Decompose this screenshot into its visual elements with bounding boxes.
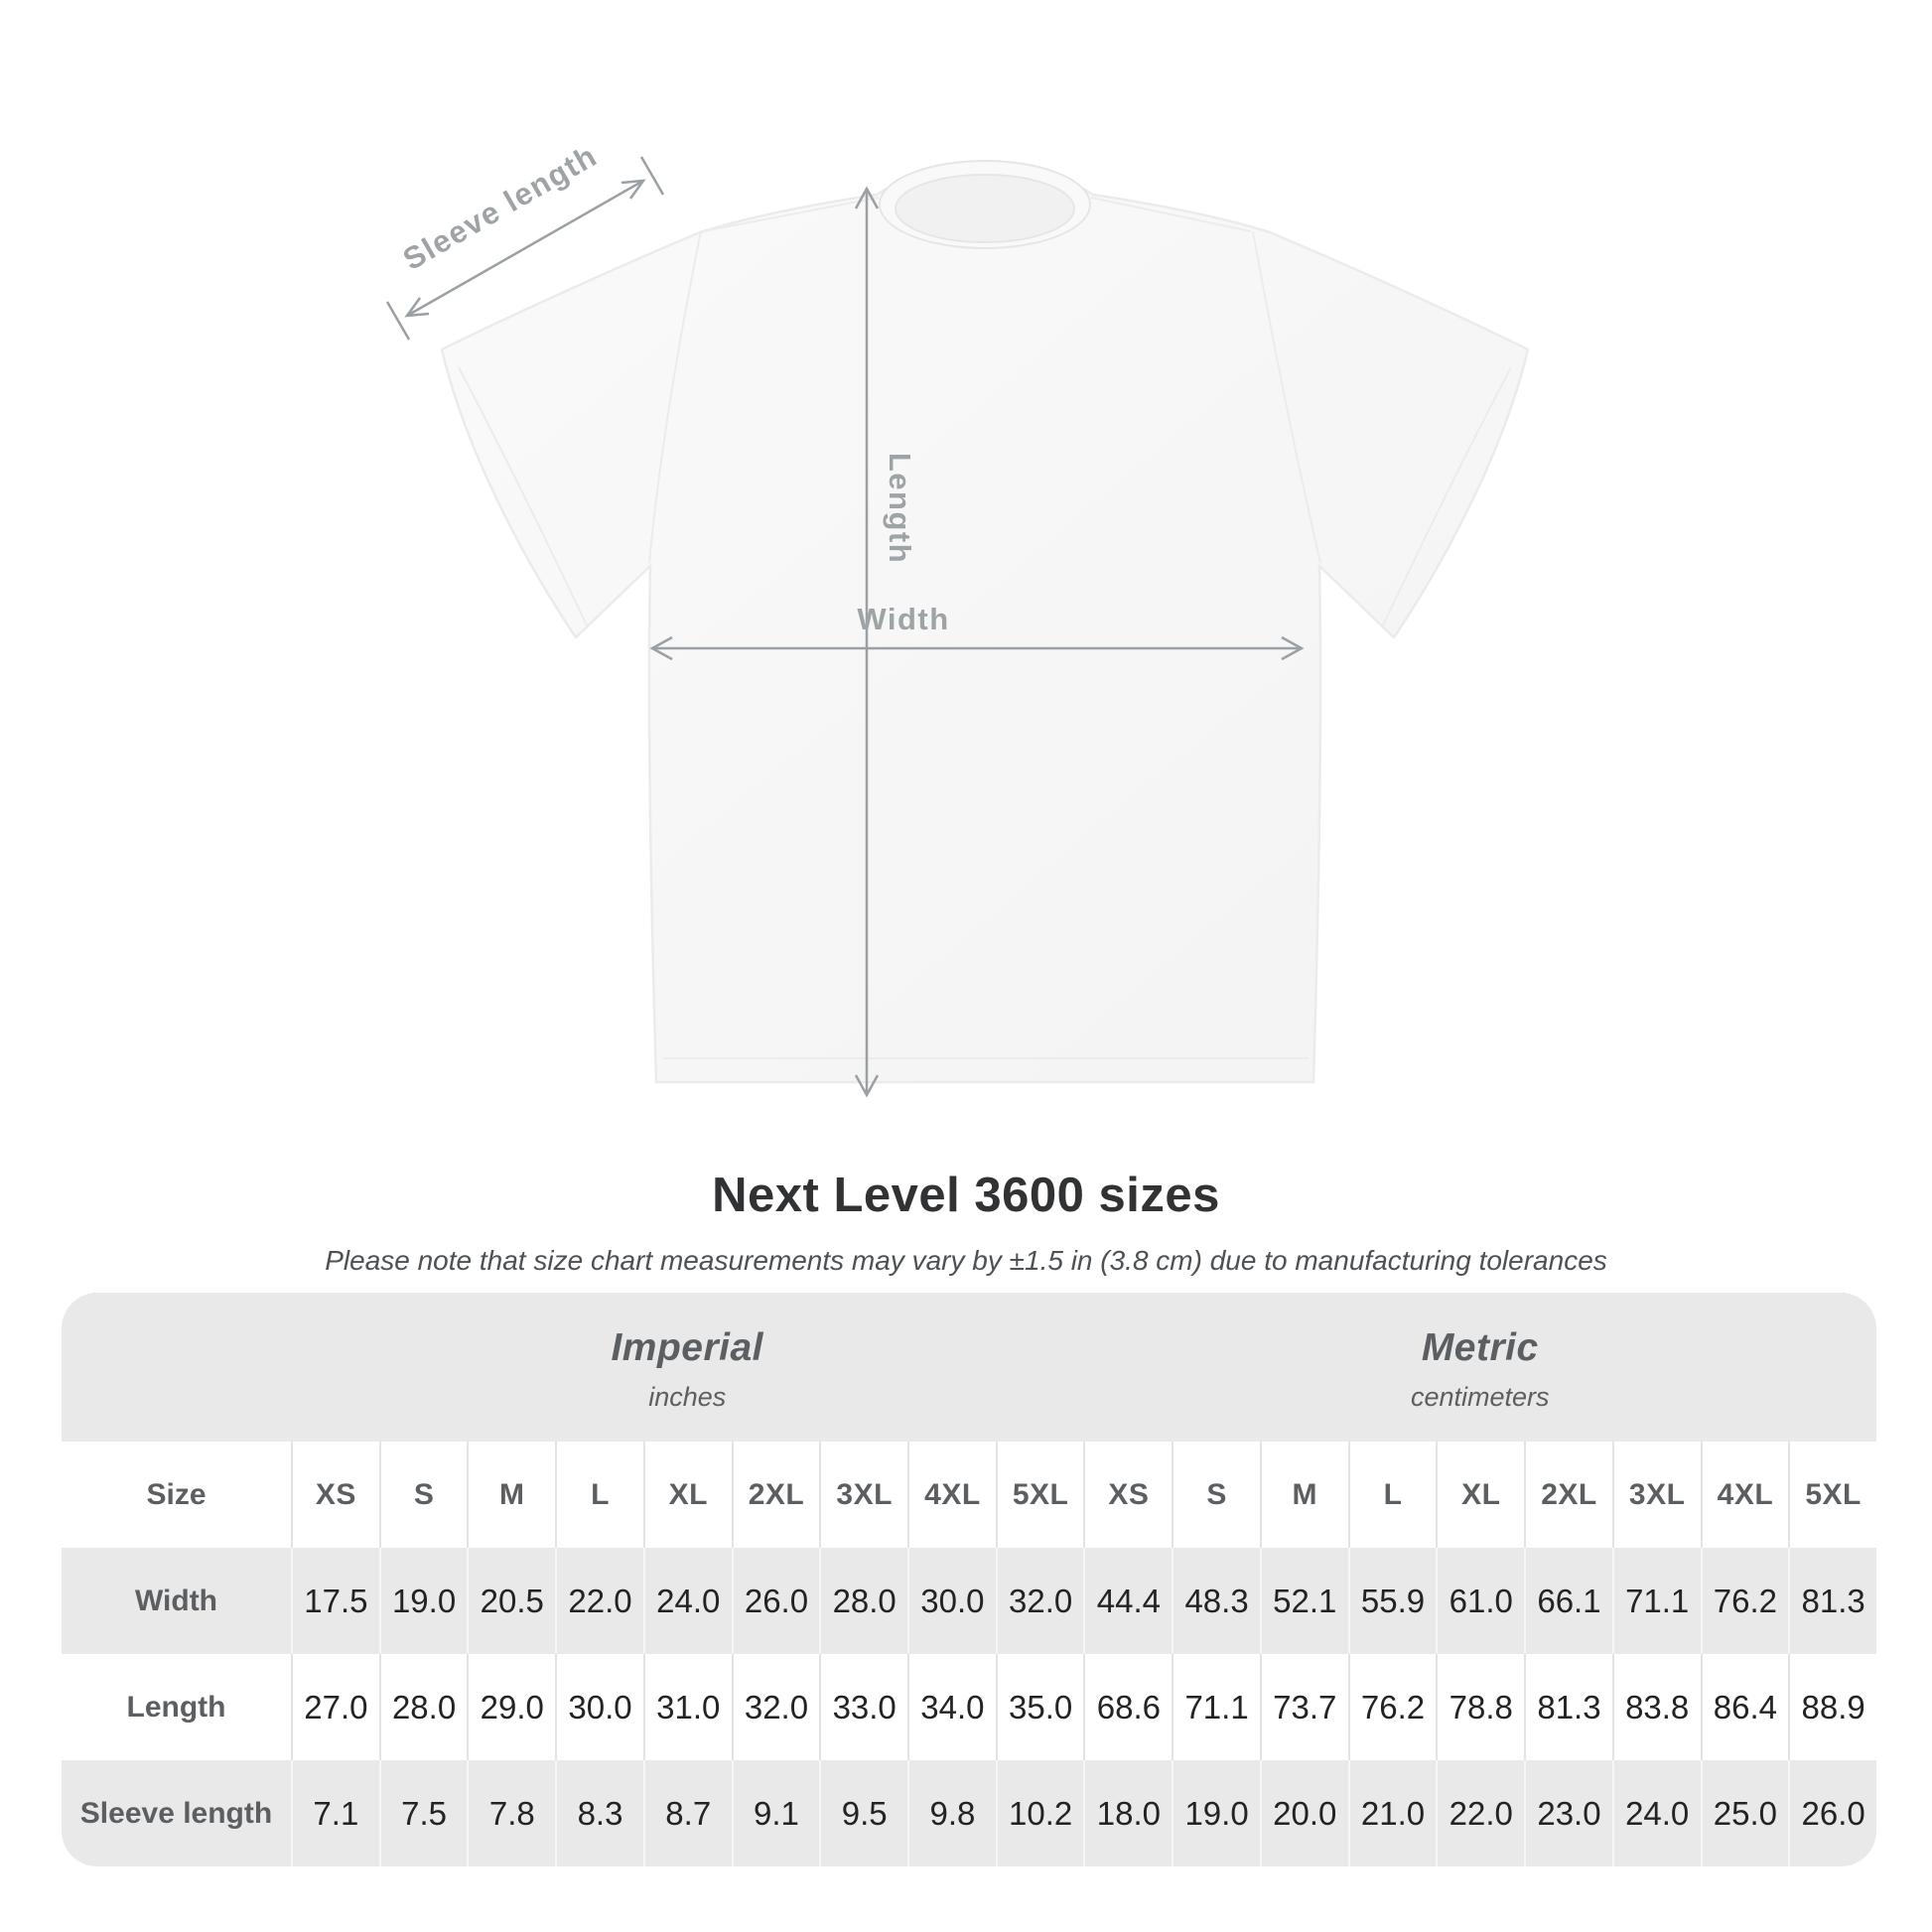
size-cell: 5XL: [1788, 1442, 1876, 1548]
value-cell: 7.8: [467, 1760, 555, 1866]
value-cell: 31.0: [643, 1654, 732, 1760]
value-cell: 17.5: [291, 1548, 379, 1654]
value-cell: 76.2: [1701, 1548, 1789, 1654]
size-cell: M: [1260, 1442, 1348, 1548]
value-cell: 71.1: [1612, 1548, 1701, 1654]
size-cell: 2XL: [1524, 1442, 1612, 1548]
value-cell: 71.1: [1172, 1654, 1260, 1760]
row-sleeve-length: [62, 1760, 1876, 1866]
value-cell: 24.0: [1612, 1760, 1701, 1866]
value-cell: 27.0: [291, 1654, 379, 1760]
value-cell: 24.0: [643, 1548, 732, 1654]
value-cell: 52.1: [1260, 1548, 1348, 1654]
value-cell: 18.0: [1083, 1760, 1172, 1866]
value-cell: 19.0: [379, 1548, 468, 1654]
width-label: Width: [857, 602, 950, 636]
value-cell: 44.4: [1083, 1548, 1172, 1654]
imperial-title: Imperial: [611, 1325, 764, 1369]
value-cell: 61.0: [1436, 1548, 1524, 1654]
value-cell: 28.0: [379, 1654, 468, 1760]
value-cell: 33.0: [819, 1654, 907, 1760]
value-cell: 8.7: [643, 1760, 732, 1866]
value-cell: 26.0: [732, 1548, 820, 1654]
value-cell: 83.8: [1612, 1654, 1701, 1760]
value-cell: 25.0: [1701, 1760, 1789, 1866]
size-cell: L: [555, 1442, 643, 1548]
value-cell: 34.0: [907, 1654, 996, 1760]
value-cell: 81.3: [1788, 1548, 1876, 1654]
size-cell: S: [379, 1442, 468, 1548]
size-cell: XS: [291, 1442, 379, 1548]
metric-title: Metric: [1421, 1325, 1539, 1369]
value-cell: 21.0: [1348, 1760, 1437, 1866]
size-cell: 2XL: [732, 1442, 820, 1548]
size-row-label: Size: [146, 1477, 207, 1511]
size-cell: 4XL: [907, 1442, 996, 1548]
value-cell: 28.0: [819, 1548, 907, 1654]
value-cell: 81.3: [1524, 1654, 1612, 1760]
size-cell: XL: [643, 1442, 732, 1548]
value-cell: 20.5: [467, 1548, 555, 1654]
value-cell: 30.0: [907, 1548, 996, 1654]
value-cell: 19.0: [1172, 1760, 1260, 1866]
row-label: Sleeve length: [79, 1796, 273, 1830]
value-cell: 29.0: [467, 1654, 555, 1760]
size-cell: S: [1172, 1442, 1260, 1548]
value-cell: 32.0: [732, 1654, 820, 1760]
value-cell: 9.1: [732, 1760, 820, 1866]
value-cell: 8.3: [555, 1760, 643, 1866]
value-cell: 30.0: [555, 1654, 643, 1760]
row-sizes: [62, 1442, 1876, 1548]
sleeve-length-label: Sleeve length: [397, 137, 604, 277]
unit-header-band: [62, 1293, 1876, 1442]
value-cell: 78.8: [1436, 1654, 1524, 1760]
value-cell: 32.0: [996, 1548, 1084, 1654]
value-cell: 86.4: [1701, 1654, 1789, 1760]
tshirt-silhouette: [442, 172, 1528, 1082]
value-cell: 68.6: [1083, 1654, 1172, 1760]
value-cell: 9.8: [907, 1760, 996, 1866]
tolerance-note: Please note that size chart measurements may vary by ±1.5 in (3.8 cm) due to manufacturing tolerances: [325, 1245, 1607, 1276]
value-cell: 26.0: [1788, 1760, 1876, 1866]
size-cell: 5XL: [996, 1442, 1084, 1548]
value-cell: 88.9: [1788, 1654, 1876, 1760]
row-label: Width: [134, 1584, 218, 1617]
size-cell: XS: [1083, 1442, 1172, 1548]
imperial-header: [291, 1293, 1084, 1442]
value-cell: 23.0: [1524, 1760, 1612, 1866]
value-cell: 22.0: [1436, 1760, 1524, 1866]
size-cell: 3XL: [1612, 1442, 1701, 1548]
value-cell: 10.2: [996, 1760, 1084, 1866]
value-cell: 7.5: [379, 1760, 468, 1866]
metric-header: [1084, 1293, 1877, 1442]
size-cell: M: [467, 1442, 555, 1548]
size-cell: 4XL: [1701, 1442, 1789, 1548]
value-cell: 9.5: [819, 1760, 907, 1866]
metric-unit: centimeters: [1410, 1381, 1550, 1412]
collar-inner: [896, 175, 1074, 242]
length-label: Length: [883, 452, 917, 565]
value-cell: 55.9: [1348, 1548, 1437, 1654]
imperial-unit: inches: [648, 1381, 727, 1412]
size-cell: 3XL: [819, 1442, 907, 1548]
value-cell: 35.0: [996, 1654, 1084, 1760]
row-width: [62, 1548, 1876, 1654]
row-length: [62, 1654, 1876, 1760]
row-label: Length: [126, 1690, 226, 1724]
value-cell: 20.0: [1260, 1760, 1348, 1866]
page-title: Next Level 3600 sizes: [712, 1169, 1220, 1222]
value-cell: 22.0: [555, 1548, 643, 1654]
header-spacer: [62, 1293, 291, 1442]
value-cell: 7.1: [291, 1760, 379, 1866]
size-cell: XL: [1436, 1442, 1524, 1548]
size-cell: L: [1348, 1442, 1437, 1548]
value-cell: 73.7: [1260, 1654, 1348, 1760]
value-cell: 66.1: [1524, 1548, 1612, 1654]
value-cell: 76.2: [1348, 1654, 1437, 1760]
size-table: [62, 1293, 1876, 1866]
value-cell: 48.3: [1172, 1548, 1260, 1654]
